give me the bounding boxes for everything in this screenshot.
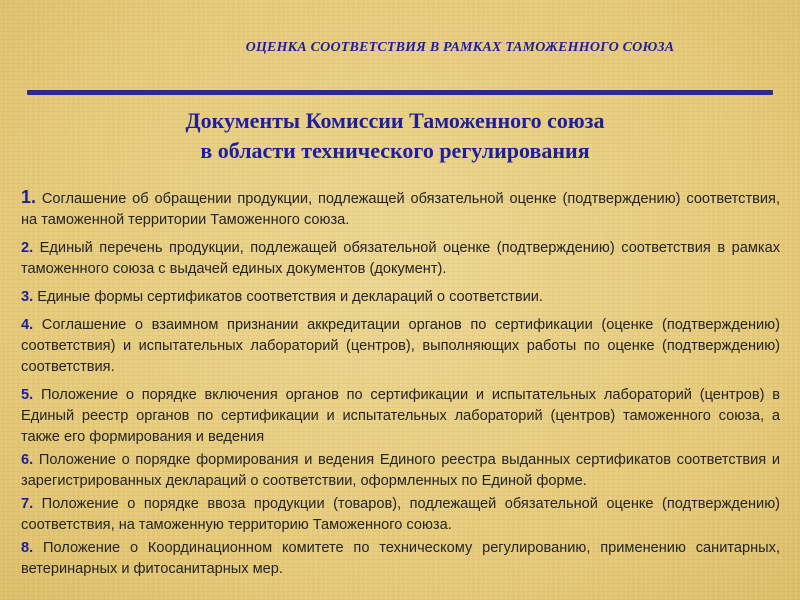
- list-item-text: Соглашение об обращении продукции, подлежащей обязательной оценке (подтверждению) соответствия, на таможенной территории Таможенного союза.: [21, 191, 780, 228]
- list-item-text: Положение о порядке ввоза продукции (товаров), подлежащей обязательной оценке (подтверждению) соответствия, на таможенную территорию Таможенного союза.: [21, 496, 780, 533]
- header-divider: [27, 90, 773, 95]
- page-title-line-1: Документы Комиссии Таможенного союза: [185, 108, 605, 133]
- page-title-line-2: в области технического регулирования: [200, 138, 590, 163]
- list-item-2: [21, 238, 780, 280]
- list-item-number: 7.: [21, 496, 34, 512]
- list-item-7: [21, 494, 780, 536]
- list-item-text: Положение о порядке формирования и ведения Единого реестра выданных сертификатов соответствия и зарегистрированных деклараций о соответствии, оформленных по Единой форме.: [21, 452, 780, 489]
- list-item-4: [21, 315, 780, 378]
- list-item-1: [21, 187, 780, 231]
- list-item-3: [21, 287, 780, 308]
- list-item-6: [21, 450, 780, 492]
- list-item-number: 5.: [21, 387, 34, 403]
- list-item-8: [21, 538, 780, 580]
- list-item-5: [21, 385, 780, 448]
- document-list: [21, 187, 780, 580]
- list-item-text: Единые формы сертификатов соответствия и деклараций о соответствии.: [33, 289, 543, 305]
- list-item-number: 4.: [21, 317, 34, 333]
- list-item-text: Соглашение о взаимном признании аккредитации органов по сертификации (оценке (подтверждению) соответствия) и испытательных лабораторий (центров), выполняющих работы по оценке (подтверждению) соответствия.: [21, 317, 780, 375]
- list-item-text: Положение о Координационном комитете по техническому регулированию, применению санитарных, ветеринарных и фитосанитарных мер.: [21, 540, 780, 577]
- slide-header: ОЦЕНКА СООТВЕТСТВИЯ В РАМКАХ ТАМОЖЕННОГО СОЮЗА: [245, 40, 675, 55]
- list-item-number: 3.: [21, 289, 34, 305]
- list-item-number: 8.: [21, 540, 34, 556]
- list-item-number: 6.: [21, 452, 34, 468]
- list-item-text: Единый перечень продукции, подлежащей обязательной оценке (подтверждению) соответствия в рамках таможенного союза с выдачей единых документов (документ).: [21, 240, 780, 277]
- list-item-number: 1.: [21, 187, 37, 207]
- page-title: [0, 106, 790, 166]
- list-item-text: Положение о порядке включения органов по сертификации и испытательных лабораторий (центров) в Единый реестр органов по сертификации и испытательных лабораторий (центров) таможенного союза, а также его формирования и ведения: [21, 387, 780, 445]
- list-item-number: 2.: [21, 240, 34, 256]
